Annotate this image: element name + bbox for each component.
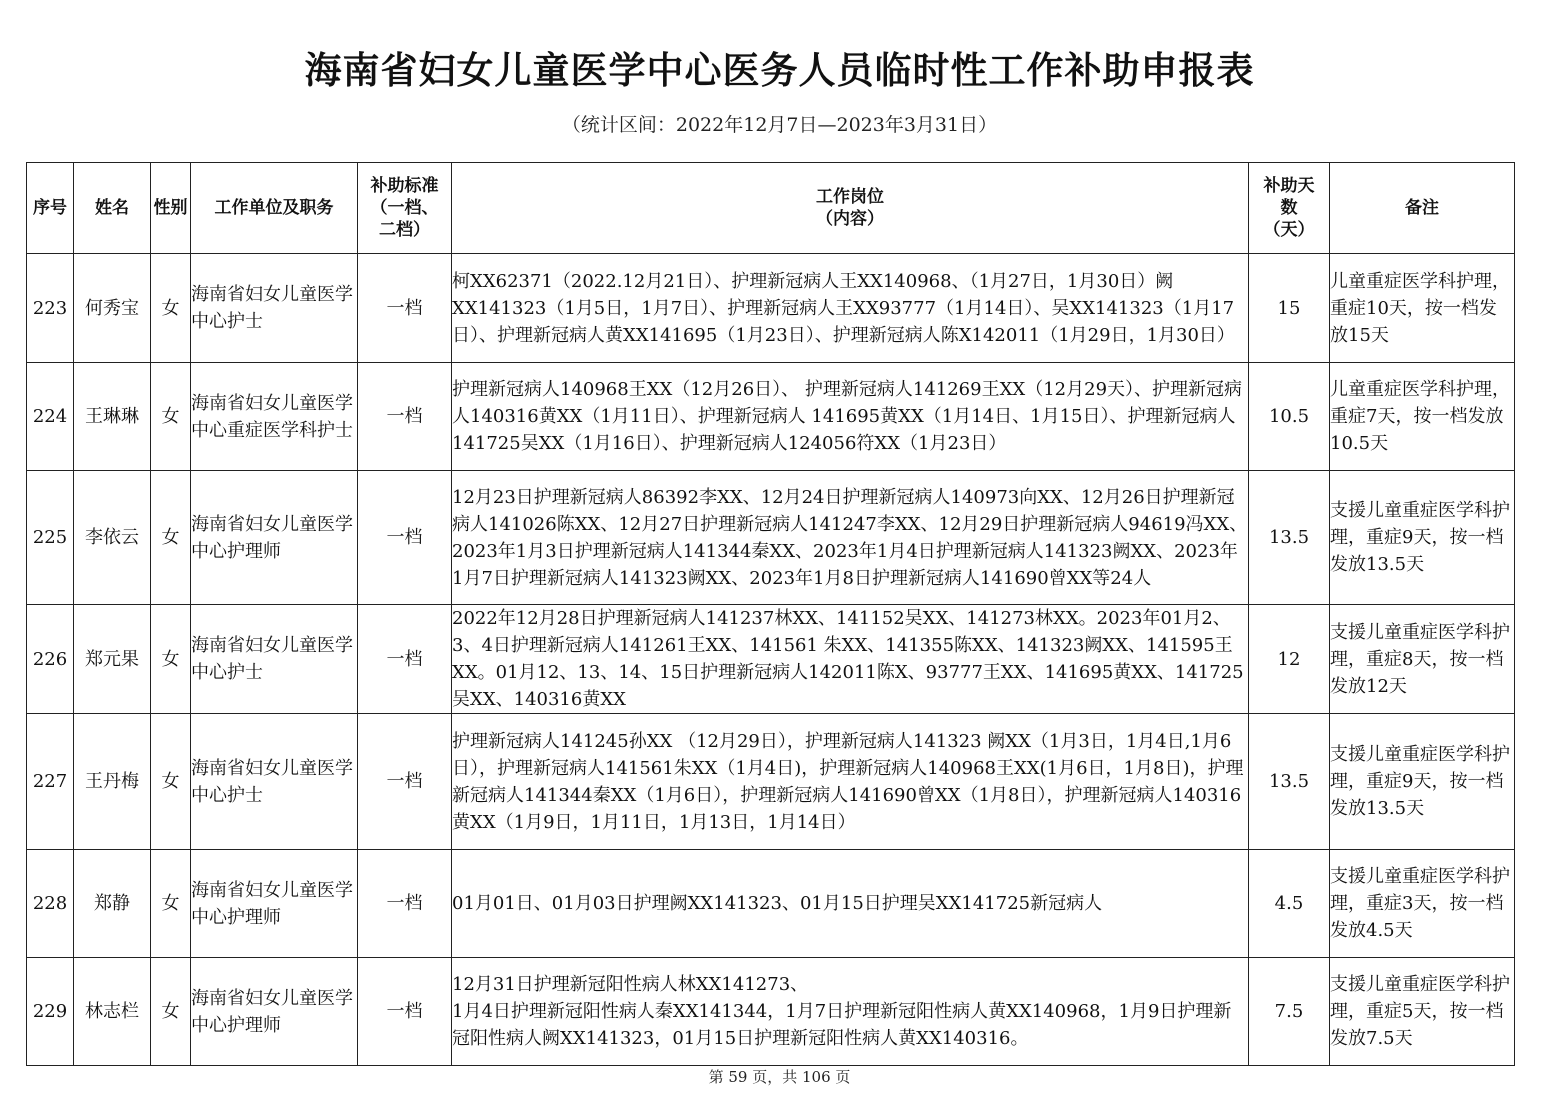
cell-gender: 女 bbox=[151, 471, 191, 605]
table-row bbox=[27, 714, 1515, 850]
cell-days: 10.5 bbox=[1249, 363, 1330, 471]
header-days-line1: 补助天 bbox=[1263, 176, 1315, 196]
cell-standard: 一档 bbox=[358, 958, 452, 1066]
header-unit: 工作单位及职务 bbox=[191, 163, 358, 254]
cell-work: 护理新冠病人141245孙XX （12月29日），护理新冠病人141323 阙XX（1月3日，1月4日,1月6日），护理新冠病人141561朱XX（1月4日)，护理新冠病人140968王XX(1月6日，1月8日)，护理新冠病人141344秦XX（1月6日），护理新冠病人141690曾XX（1月8日），护理新冠病人140316黄XX（1月9日，1月11日，1月13日，1月14日） bbox=[452, 714, 1249, 850]
cell-note: 儿童重症医学科护理，重症10天，按一档发放15天 bbox=[1330, 254, 1515, 363]
header-days-line2: 数 bbox=[1280, 198, 1298, 218]
cell-gender: 女 bbox=[151, 363, 191, 471]
header-days bbox=[1249, 163, 1330, 254]
cell-name: 李依云 bbox=[74, 471, 151, 605]
header-standard-line1: 补助标准 bbox=[370, 176, 439, 196]
page-title: 海南省妇女儿童医学中心医务人员临时性工作补助申报表 bbox=[304, 49, 1255, 92]
cell-days: 12 bbox=[1249, 605, 1330, 714]
cell-work: 12月31日护理新冠阳性病人林XX141273、 1月4日护理新冠阳性病人秦XX141344，1月7日护理新冠阳性病人黄XX140968，1月9日护理新冠阳性病人阙XX141323，01月15日护理新冠阳性病人黄XX140316。 bbox=[452, 958, 1249, 1066]
cell-days: 15 bbox=[1249, 254, 1330, 363]
cell-work: 柯XX62371（2022.12月21日）、护理新冠病人王XX140968、（1月27日，1月30日）阙XX141323（1月5日，1月7日）、护理新冠病人王XX93777（1月14日）、吴XX141323（1月17日）、护理新冠病人黄XX141695（1月23日）、护理新冠病人陈X142011（1月29日，1月30日） bbox=[452, 254, 1249, 363]
cell-note: 儿童重症医学科护理，重症7天，按一档发放10.5天 bbox=[1330, 363, 1515, 471]
cell-days: 7.5 bbox=[1249, 958, 1330, 1066]
cell-name: 何秀宝 bbox=[74, 254, 151, 363]
subsidy-table bbox=[26, 162, 1515, 1066]
cell-days: 13.5 bbox=[1249, 714, 1330, 850]
cell-seq: 223 bbox=[27, 254, 74, 363]
cell-note: 支援儿童重症医学科护理，重症5天，按一档发放7.5天 bbox=[1330, 958, 1515, 1066]
cell-days: 4.5 bbox=[1249, 850, 1330, 958]
cell-name: 郑元果 bbox=[74, 605, 151, 714]
cell-gender: 女 bbox=[151, 254, 191, 363]
cell-work: 护理新冠病人140968王XX（12月26日）、 护理新冠病人141269王XX（12月29天）、护理新冠病人140316黄XX（1月11日）、护理新冠病人 141695黄XX（1月14日、1月15日）、护理新冠病人141725吴XX（1月16日）、护理新冠病人124056符XX（1月23日） bbox=[452, 363, 1249, 471]
cell-gender: 女 bbox=[151, 958, 191, 1066]
table-row bbox=[27, 605, 1515, 714]
cell-name: 王琳琳 bbox=[74, 363, 151, 471]
header-days-line3: （天） bbox=[1263, 220, 1315, 240]
header-note: 备注 bbox=[1330, 163, 1515, 254]
table-header-row bbox=[27, 163, 1515, 254]
cell-standard: 一档 bbox=[358, 254, 452, 363]
cell-unit: 海南省妇女儿童医学中心护理师 bbox=[191, 958, 358, 1066]
table-row bbox=[27, 850, 1515, 958]
header-standard bbox=[358, 163, 452, 254]
cell-unit: 海南省妇女儿童医学中心护理师 bbox=[191, 471, 358, 605]
cell-seq: 225 bbox=[27, 471, 74, 605]
page-footer: 第 59 页，共 106 页 bbox=[708, 1068, 851, 1086]
cell-seq: 227 bbox=[27, 714, 74, 850]
header-seq: 序号 bbox=[27, 163, 74, 254]
table-row bbox=[27, 254, 1515, 363]
statistics-period: （统计区间：2022年12月7日—2023年3月31日） bbox=[561, 114, 998, 136]
cell-unit: 海南省妇女儿童医学中心护士 bbox=[191, 605, 358, 714]
cell-standard: 一档 bbox=[358, 714, 452, 850]
cell-note: 支援儿童重症医学科护理，重症8天，按一档发放12天 bbox=[1330, 605, 1515, 714]
cell-standard: 一档 bbox=[358, 363, 452, 471]
cell-work: 12月23日护理新冠病人86392李XX、12月24日护理新冠病人140973向XX、12月26日护理新冠病人141026陈XX、12月27日护理新冠病人141247李XX、12月29日护理新冠病人94619冯XX、2023年1月3日护理新冠病人141344秦XX、2023年1月4日护理新冠病人141323阙XX、2023年1月7日护理新冠病人141323阙XX、2023年1月8日护理新冠病人141690曾XX等24人 bbox=[452, 471, 1249, 605]
cell-seq: 228 bbox=[27, 850, 74, 958]
cell-standard: 一档 bbox=[358, 605, 452, 714]
cell-name: 林志栏 bbox=[74, 958, 151, 1066]
header-name: 姓名 bbox=[74, 163, 151, 254]
cell-work: 2022年12月28日护理新冠病人141237林XX、141152吴XX、141273林XX。2023年01月2、3、4日护理新冠病人141261王XX、141561 朱XX、141355陈XX、141323阙XX、141595王XX。01月12、13、14、15日护理新冠病人142011陈X、93777王XX、141695黄XX、141725吴XX、140316黄XX bbox=[452, 605, 1249, 714]
header-post bbox=[452, 163, 1249, 254]
header-post-line2: （内容） bbox=[816, 209, 884, 229]
cell-gender: 女 bbox=[151, 850, 191, 958]
cell-seq: 229 bbox=[27, 958, 74, 1066]
header-gender: 性别 bbox=[151, 163, 191, 254]
header-standard-line2: （一档、 bbox=[370, 198, 439, 218]
cell-unit: 海南省妇女儿童医学中心护士 bbox=[191, 254, 358, 363]
cell-note: 支援儿童重症医学科护理，重症9天，按一档发放13.5天 bbox=[1330, 471, 1515, 605]
cell-gender: 女 bbox=[151, 605, 191, 714]
cell-work: 01月01日、01月03日护理阙XX141323、01月15日护理吴XX141725新冠病人 bbox=[452, 850, 1249, 958]
header-standard-line3: 二档） bbox=[379, 220, 430, 240]
table-row bbox=[27, 471, 1515, 605]
cell-seq: 226 bbox=[27, 605, 74, 714]
cell-unit: 海南省妇女儿童医学中心重症医学科护士 bbox=[191, 363, 358, 471]
table-row bbox=[27, 363, 1515, 471]
cell-note: 支援儿童重症医学科护理，重症9天，按一档发放13.5天 bbox=[1330, 714, 1515, 850]
cell-name: 王丹梅 bbox=[74, 714, 151, 850]
cell-gender: 女 bbox=[151, 714, 191, 850]
table-row bbox=[27, 958, 1515, 1066]
cell-note: 支援儿童重症医学科护理，重症3天，按一档发放4.5天 bbox=[1330, 850, 1515, 958]
cell-unit: 海南省妇女儿童医学中心护士 bbox=[191, 714, 358, 850]
cell-seq: 224 bbox=[27, 363, 74, 471]
cell-standard: 一档 bbox=[358, 471, 452, 605]
header-post-line1: 工作岗位 bbox=[816, 187, 884, 207]
cell-standard: 一档 bbox=[358, 850, 452, 958]
cell-unit: 海南省妇女儿童医学中心护理师 bbox=[191, 850, 358, 958]
cell-days: 13.5 bbox=[1249, 471, 1330, 605]
cell-name: 郑静 bbox=[74, 850, 151, 958]
